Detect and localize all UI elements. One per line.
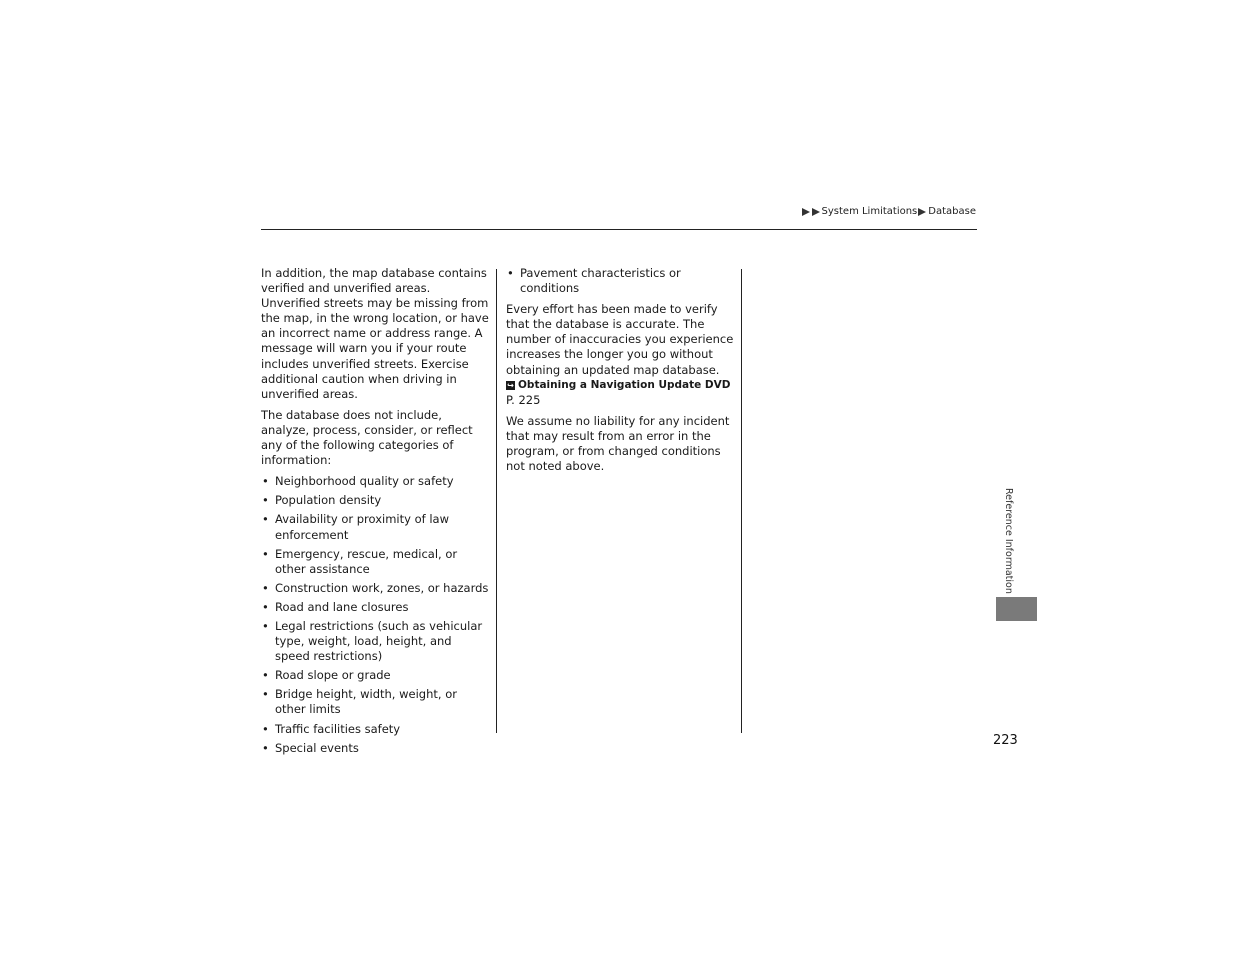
list-item: • Legal restrictions (such as vehicular type, weight, load, height, and speed restrictions) (261, 619, 489, 664)
cross-reference-link[interactable] (506, 378, 738, 393)
list-item: • Special events (261, 741, 489, 756)
cross-reference-icon: ↪ (507, 380, 514, 390)
column-divider (741, 269, 742, 733)
breadcrumb-item-system-limitations[interactable]: System Limitations (821, 206, 918, 217)
breadcrumb-item-database: Database (928, 206, 976, 217)
section-tab-label: Reference Information (1003, 488, 1014, 594)
list-item: • Road and lane closures (261, 600, 489, 615)
header-divider (261, 229, 977, 230)
exclusions-list-continued (506, 266, 738, 296)
list-item: • Traffic facilities safety (261, 722, 489, 737)
paragraph-unverified-areas: In addition, the map database contains verified and unverified areas. Unverified streets may be missing from the map, in the wrong location, or have an incorrect name or address range. A message will warn you if your route includes unverified streets. Exercise additional caution when driving in unverified areas. (261, 266, 489, 401)
list-item: • Road slope or grade (261, 668, 489, 683)
list-item: • Construction work, zones, or hazards (261, 581, 489, 596)
arrow-right-icon (812, 208, 820, 216)
breadcrumb (802, 206, 976, 217)
section-tab[interactable] (996, 597, 1037, 621)
list-item: • Pavement characteristics or conditions (506, 266, 738, 296)
cross-reference-label: Obtaining a Navigation Update DVD (518, 378, 731, 391)
paragraph-liability: We assume no liability for any incident that may result from an error in the program, or from changed conditions not noted above. (506, 413, 730, 474)
arrow-right-icon (802, 208, 810, 216)
list-item: • Bridge height, width, weight, or other limits (261, 687, 489, 717)
column-divider (496, 269, 497, 733)
paragraph-database-exclusions: The database does not include, analyze, process, consider, or reflect any of the following categories of information: (261, 407, 473, 468)
list-item: • Emergency, rescue, medical, or other assistance (261, 547, 489, 577)
page-number: 223 (993, 733, 1018, 748)
list-item: • Availability or proximity of law enforcement (261, 512, 489, 542)
paragraph-accuracy: Every effort has been made to verify that the database is accurate. The number of inaccuracies you experience increases the longer you go without obtaining an updated map database. (506, 302, 734, 377)
list-item: • Population density (261, 493, 489, 508)
column-middle (506, 266, 738, 480)
column-left (261, 266, 489, 760)
arrow-right-icon (918, 208, 926, 216)
cross-reference-page[interactable]: P. 225 (506, 392, 541, 407)
exclusions-list (261, 474, 489, 756)
list-item: • Neighborhood quality or safety (261, 474, 489, 489)
